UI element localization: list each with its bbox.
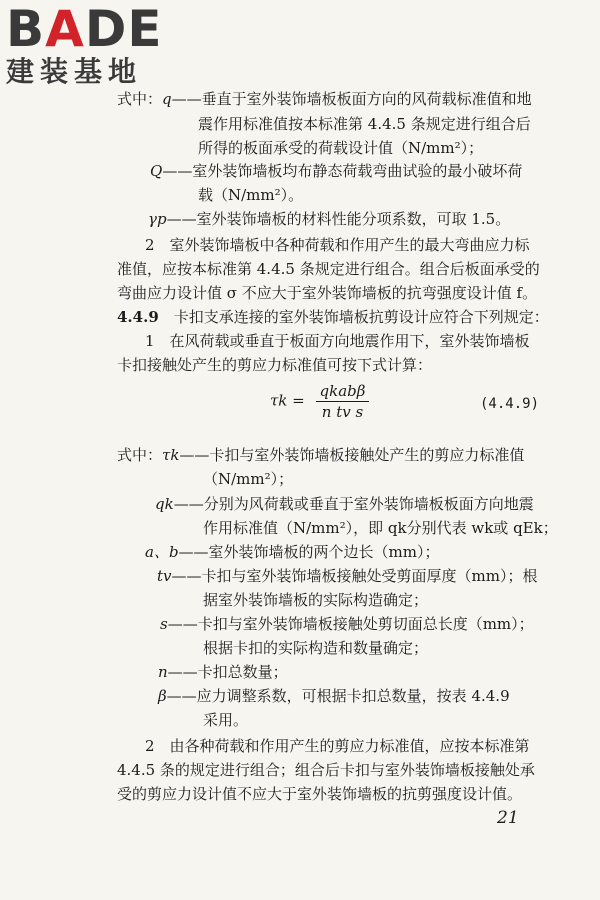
text-line: 据室外装饰墙板的实际构造确定； [203,591,429,609]
logo-chinese: 建装基地 [6,55,143,88]
text-line: 载（N/mm²）。 [198,186,304,204]
text-line: a、b——室外装饰墙板的两个边长（mm）； [145,543,440,561]
logo-wordmark: BADE [6,0,163,58]
equation-lhs: τk = [270,391,305,410]
clause-heading: 4.4.9 卡扣支承连接的室外装饰墙板抗剪设计应符合下列规定： [117,308,549,326]
text-line: 准值，应按本标准第 4.4.5 条规定进行组合。组合后板面承受的 [117,260,540,278]
text-line: s——卡扣与室外装饰墙板接触处剪切面总长度（mm）； [160,615,534,633]
equation-denominator: n tv s [321,403,364,421]
page-number: 21 [497,808,519,828]
text-line: 2 由各种荷载和作用产生的剪应力标准值，应按本标准第 [145,737,530,755]
text-line: 受的剪应力设计值不应大于室外装饰墙板的抗剪强度设计值。 [117,785,523,803]
equation-number: (4.4.9) [480,396,540,412]
text-line: 卡扣接触处产生的剪应力标准值可按下式计算： [117,356,433,374]
text-line: tv——卡扣与室外装饰墙板接触处受剪面厚度（mm）；根 [157,567,538,585]
text-line: 2 室外装饰墙板中各种荷载和作用产生的最大弯曲应力标 [145,236,530,254]
text-line: 弯曲应力设计值 σ 不应大于室外装饰墙板的抗弯强度设计值 f。 [117,284,538,302]
text-line: n——卡扣总数量； [158,663,288,681]
text-line: 1 在风荷载或垂直于板面方向地震作用下，室外装饰墙板 [145,332,530,350]
equation-4-4-9 [270,382,369,421]
text-line: Q——室外装饰墙板均布静态荷载弯曲试验的最小破坏荷 [150,162,523,180]
text-line: 作用标准值（N/mm²），即 qk分别代表 wk或 qEk； [203,519,558,537]
text-line: 震作用标准值按本标准第 4.4.5 条规定进行组合后 [198,115,531,133]
text-line: 4.4.5 条的规定进行组合；组合后卡扣与室外装饰墙板接触处承 [117,761,535,779]
equation-numerator: qkabβ [316,382,370,402]
equation-fraction [316,382,370,421]
text-line: γp——室外装饰墙板的材料性能分项系数，可取 1.5。 [148,210,511,228]
text-line: 式中：q——垂直于室外装饰墙板板面方向的风荷载标准值和地 [117,90,532,108]
text-line: （N/mm²）； [203,470,294,488]
bade-logo [6,0,186,88]
text-line: 所得的板面承受的荷载设计值（N/mm²）； [198,139,484,157]
text-line: 根据卡扣的实际构造和数量确定； [203,639,429,657]
text-line: 采用。 [203,711,249,729]
text-line: qk——分别为风荷载或垂直于室外装饰墙板板面方向地震 [155,495,534,513]
text-line: 式中：τk——卡扣与室外装饰墙板接触处产生的剪应力标准值 [117,446,525,464]
text-line: β——应力调整系数，可根据卡扣总数量，按表 4.4.9 [158,687,510,705]
